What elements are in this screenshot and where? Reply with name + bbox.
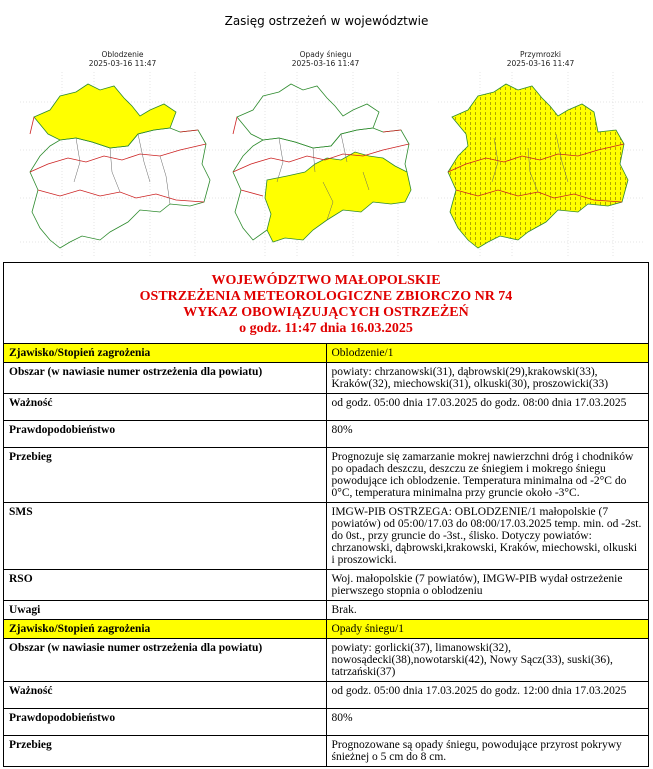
row-label: Zjawisko/Stopień zagrożenia xyxy=(4,344,327,363)
table-row xyxy=(4,682,649,709)
table-row xyxy=(4,639,649,682)
table-row xyxy=(4,570,649,601)
course-value: Prognozuje się zamarzanie mokrej nawierzchni dróg i chodników po opadach deszczu, deszczu ze śniegiem i mokrego śniegu powodujące ich oblodzenie. Temperatura minimalna od -2°C do 0°C, temperatura minimalna przy gruncie około -3°C. xyxy=(326,448,649,503)
validity-value: od godz. 05:00 dnia 17.03.2025 do godz. 08:00 dnia 17.03.2025 xyxy=(326,394,649,421)
row-label: Obszar (w nawiasie numer ostrzeżenia dla powiatu) xyxy=(4,363,327,394)
probability-value: 80% xyxy=(326,709,649,736)
area-value: powiaty: chrzanowski(31), dąbrowski(29),krakowski(33), Kraków(32), miechowski(31), olkuski(30), proszowicki(33) xyxy=(326,363,649,394)
warnings-table xyxy=(3,262,649,767)
row-label: RSO xyxy=(4,570,327,601)
map-caption-date: 2025-03-16 11:47 xyxy=(88,59,157,68)
map-caption-name: Przymrozki xyxy=(519,50,562,59)
map-przymrozki xyxy=(438,50,643,260)
map-oblodzenie xyxy=(20,50,225,260)
row-label: Ważność xyxy=(4,682,327,709)
probability-value: 80% xyxy=(326,421,649,448)
table-row xyxy=(4,709,649,736)
row-label: SMS xyxy=(4,503,327,570)
phenomenon-value: Oblodzenie/1 xyxy=(326,344,649,363)
map-opady-sniegu-svg xyxy=(223,72,428,257)
page-title: Zasięg ostrzeżeń w województwie xyxy=(224,14,429,28)
phenomenon-value: Opady śniegu/1 xyxy=(326,620,649,639)
row-label: Przebieg xyxy=(4,736,327,767)
table-row xyxy=(4,448,649,503)
remarks-value: Brak. xyxy=(326,601,649,620)
row-label: Ważność xyxy=(4,394,327,421)
map-oblodzenie-svg xyxy=(20,72,225,257)
validity-value: od godz. 05:00 dnia 17.03.2025 do godz. 12:00 dnia 17.03.2025 xyxy=(326,682,649,709)
map-przymrozki-svg xyxy=(438,72,643,257)
map-caption-date: 2025-03-16 11:47 xyxy=(291,59,360,68)
table-header xyxy=(4,263,649,344)
row-label: Zjawisko/Stopień zagrożenia xyxy=(4,620,327,639)
map-caption-date: 2025-03-16 11:47 xyxy=(506,59,575,68)
table-row xyxy=(4,736,649,767)
map-opady-sniegu xyxy=(223,50,428,260)
table-row xyxy=(4,620,649,639)
row-label: Prawdopodobieństwo xyxy=(4,421,327,448)
row-label: Przebieg xyxy=(4,448,327,503)
sms-value: IMGW-PIB OSTRZEGA: OBLODZENIE/1 małopolskie (7 powiatów) od 05:00/17.03 do 08:00/17.03.2025 temp. min. od -2st. do 0st., przy gruncie do -3st., ślisko. Dotyczy powiatów: chrzanowski, dąbrowski,krakowski, Kraków, miechowski, olkuski i proszowicki. xyxy=(326,503,649,570)
row-label: Uwagi xyxy=(4,601,327,620)
header-time: o godz. 11:47 dnia 16.03.2025 xyxy=(239,321,413,336)
table-row xyxy=(4,421,649,448)
header-voivodeship: WOJEWÓDZTWO MAŁOPOLSKIE xyxy=(211,273,441,288)
table-row xyxy=(4,394,649,421)
table-row xyxy=(4,601,649,620)
map-caption-name: Opady śniegu xyxy=(299,50,352,59)
area-value: powiaty: gorlicki(37), limanowski(32), nowosądecki(38),nowotarski(42), Nowy Sącz(33), suski(36), tatrzański(37) xyxy=(326,639,649,682)
row-label: Obszar (w nawiasie numer ostrzeżenia dla powiatu) xyxy=(4,639,327,682)
table-row xyxy=(4,344,649,363)
header-bulletin: OSTRZEŻENIA METEOROLOGICZNE ZBIORCZO NR 74 xyxy=(139,289,513,304)
table-row xyxy=(4,503,649,570)
rso-value: Woj. małopolskie (7 powiatów), IMGW-PIB wydał ostrzeżenie pierwszego stopnia o oblodzeniu xyxy=(326,570,649,601)
header-list: WYKAZ OBOWIĄZUJĄCYCH OSTRZEŻEŃ xyxy=(183,305,469,320)
row-label: Prawdopodobieństwo xyxy=(4,709,327,736)
course-value: Prognozowane są opady śniegu, powodujące przyrost pokrywy śnieżnej o 5 cm do 8 cm. xyxy=(326,736,649,767)
table-row xyxy=(4,363,649,394)
map-caption-name: Oblodzenie xyxy=(101,50,144,59)
